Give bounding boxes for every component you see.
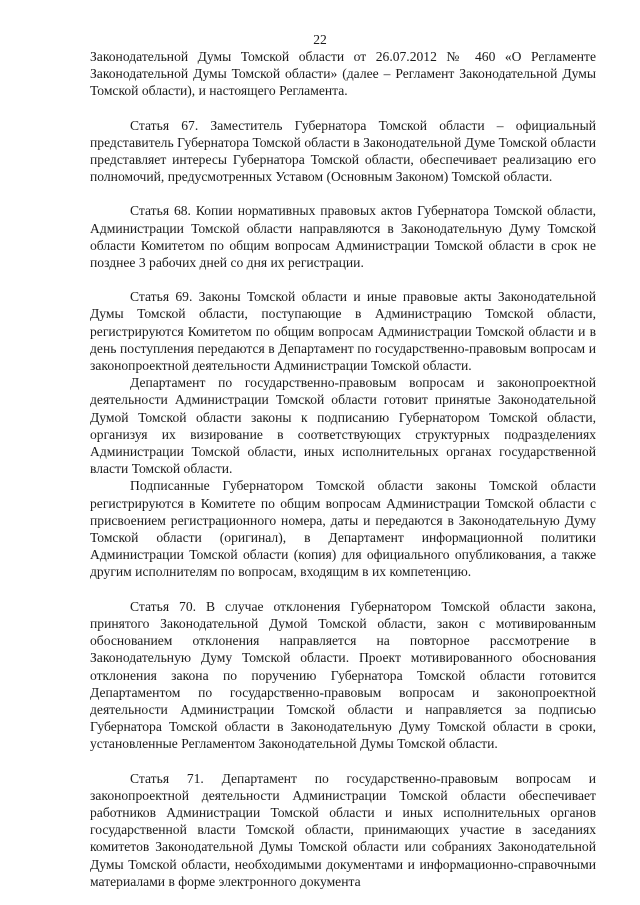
article-67: Статья 67. Заместитель Губернатора Томской области – официальный представитель Губернатора Томской области в Законодательной Думе Томской области представляет интересы Губернатора Томской области, обеспечивает реализацию его полномочий, предусмотренных Уставом (Основным Законом) Томской области. — [90, 117, 596, 185]
document-body — [90, 48, 596, 890]
article-70: Статья 70. В случае отклонения Губернатором Томской области закона, принятого Законодательной Думой Томской области, закон с мотивированным обоснованием отклонения направляется на повторное рассмотрение в Законодательную Думу Томской области. Проект мотивированного обоснования отклонения закона по поручению Губернатора Томской области готовится Департаментом по государственно-правовым вопросам и законопроектной деятельности Администрации Томской области и направляется за подписью Губернатора Томской области в Законодательную Думу Томской области в сроки, установленные Регламентом Законодательной Думы Томской области. — [90, 598, 596, 752]
article-69-part-3: Подписанные Губернатором Томской области законы Томской области регистрируются в Комитете по общим вопросам Администрации Томской области с присвоением регистрационного номера, даты и передаются в Законодательную Думу Томской области (оригинал), в Департамент информационной политики Администрации Томской области (копия) для официального опубликования, а также другим исполнителям по вопросам, входящим в их компетенцию. — [90, 478, 596, 580]
article-68: Статья 68. Копии нормативных правовых актов Губернатора Томской области, Администрации Томской области направляются в Законодательную Думу Томской области Комитетом по общим вопросам Администрации Томской области в срок не позднее 3 рабочих дней со дня их регистрации. — [90, 203, 596, 271]
article-71: Статья 71. Департамент по государственно-правовым вопросам и законопроектной деятельности Администрации Томской области обеспечивает работников Администрации Томской области и иных исполнительных органов государственной власти Томской области, принимающих участие в заседаниях комитетов Законодательной Думы Томской области или собраниях Законодательной Думы Томской области, необходимыми документами и информационно-справочными материалами в форме электронного документа — [90, 770, 596, 889]
paragraph-continuation: Законодательной Думы Томской области от 26.07.2012 № 460 «О Регламенте Законодательной Думы Томской области» (далее – Регламент Законодательной Думы Томской области), и настоящего Регламента. — [90, 49, 596, 99]
article-69: Статья 69. Законы Томской области и иные правовые акты Законодательной Думы Томской области, поступающие в Администрацию Томской области, регистрируются Комитетом по общим вопросам Администрации Томской области и в день поступления передаются в Департамент по государственно-правовым вопросам и законопроектной деятельности Администрации Томской области. — [90, 289, 596, 374]
page-number: 22 — [313, 32, 327, 47]
article-69-part-2: Департамент по государственно-правовым вопросам и законопроектной деятельности Администрации Томской области готовит принятые Законодательной Думой Томской области законы к подписанию Губернатором Томской области, организуя их визирование в соответствующих структурных подразделениях Администрации Томской области, иных исполнительных органах государственной власти Томской области. — [90, 375, 596, 477]
